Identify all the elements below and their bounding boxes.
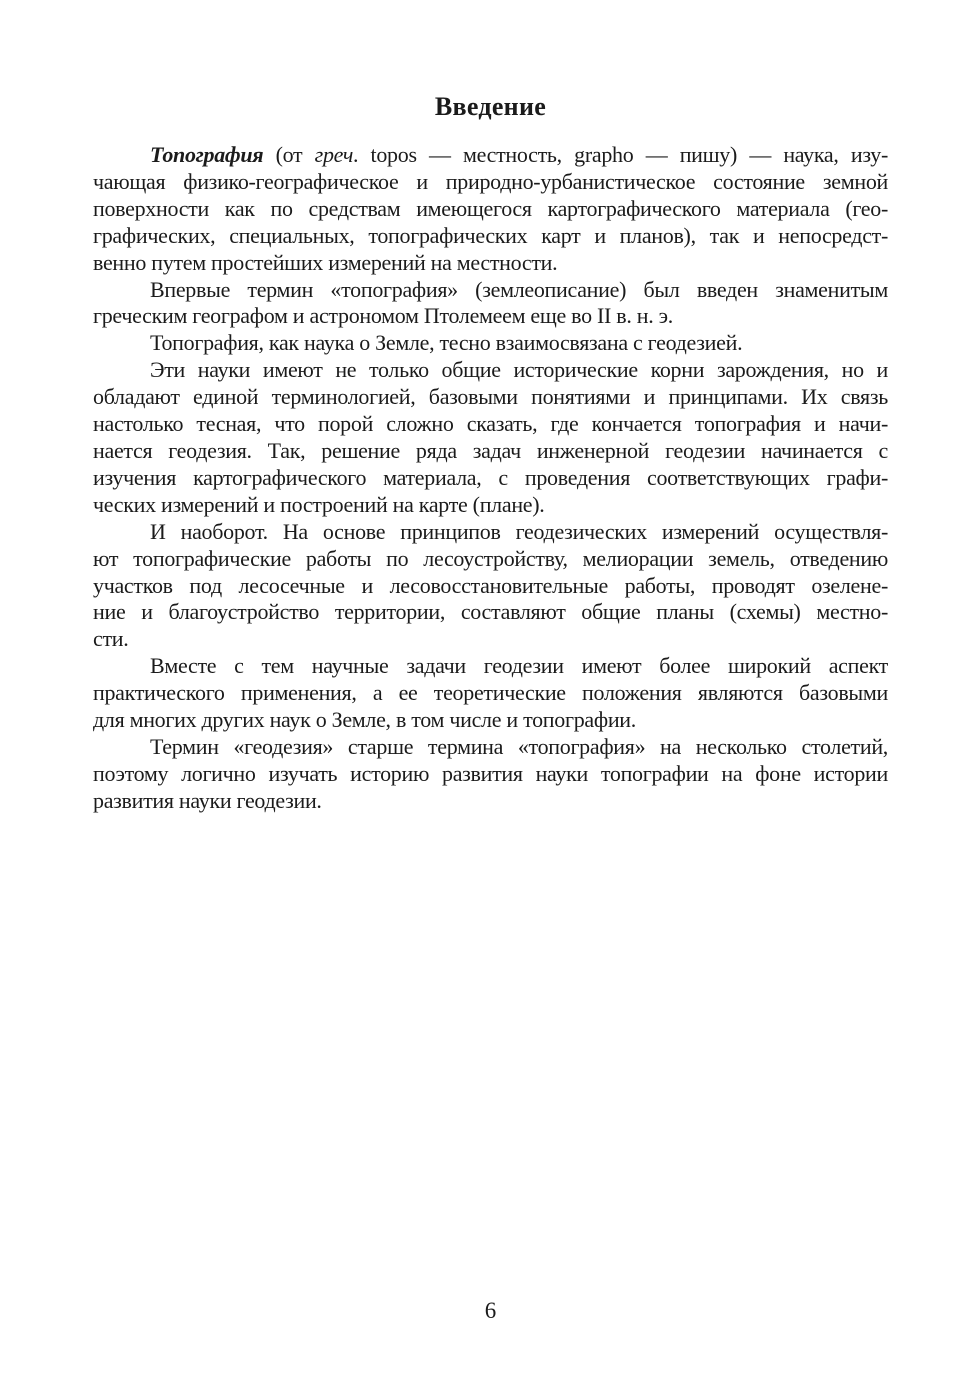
text-line: ческих измерений и построений на карте (плане).: [93, 491, 545, 517]
text-line: греческим географом и астрономом Птолемеем еще во II в. н. э.: [93, 303, 673, 329]
text-line: чающая физико-географическое и природно-урбанистическое состояние земной: [93, 168, 888, 194]
text-segment: греч: [314, 142, 354, 167]
text-segment: (от: [263, 142, 315, 167]
text-line: изучения картографического материала, с проведения соответствующих графи-: [93, 464, 888, 490]
text-line: обладают единой терминологией, базовыми понятиями и принципами. Их связь: [93, 384, 888, 410]
text-line: участков под лесосечные и лесовосстановительные работы, проводят озелене-: [93, 572, 888, 598]
text-line: практического применения, а ее теоретические положения являются базовыми: [93, 680, 888, 706]
text-line: сти.: [93, 626, 129, 652]
text-line: графических, специальных, топографических карт и планов), так и непосредст-: [93, 222, 888, 248]
text-line: развития науки геодезии.: [93, 787, 322, 813]
text-line: поверхности как по средствам имеющегося картографического материала (гео-: [93, 195, 888, 221]
text-line: ют топографические работы по лесоустройству, мелиорации земель, отведению: [93, 545, 888, 571]
text-line: нается геодезия. Так, решение ряда задач инженерной геодезии начинается с: [93, 437, 888, 463]
text-line: Вместе с тем научные задачи геодезии имеют более широкий аспект: [150, 653, 888, 679]
paragraph: [93, 357, 888, 518]
text-segment: . topos — местность, grapho — пишу) — наука, изу-: [353, 142, 888, 167]
text-segment: Топография: [150, 142, 264, 167]
text-line: поэтому логично изучать историю развития науки топографии на фоне истории: [93, 760, 888, 786]
text-line: [93, 142, 888, 169]
paragraph: [93, 142, 888, 277]
text-line: Топография, как наука о Земле, тесно взаимосвязана с геодезией.: [150, 330, 743, 356]
text-line: Впервые термин «топография» (землеописание) был введен знаменитым: [150, 276, 888, 302]
paragraph: [93, 277, 888, 331]
paragraph: [93, 734, 888, 815]
text-line: И наоборот. На основе принципов геодезических измерений осуществля-: [150, 518, 888, 544]
page-title: Введение: [434, 92, 547, 121]
page-number: 6: [484, 1298, 497, 1323]
paragraph: [93, 653, 888, 734]
text-line: венно путем простейших измерений на местности.: [93, 249, 558, 275]
text-line: ние и благоустройство территории, составляют общие планы (схемы) местно-: [93, 599, 888, 625]
text-line: для многих других наук о Земле, в том числе и топографии.: [93, 707, 636, 733]
paragraph: [93, 330, 888, 357]
text-line: Термин «геодезия» старше термина «топография» на несколько столетий,: [150, 733, 888, 759]
document-body: [93, 142, 888, 815]
text-line: Эти науки имеют не только общие исторические корни зарождения, но и: [150, 357, 888, 383]
text-line: настолько тесная, что порой сложно сказать, где кончается топография и начи-: [93, 411, 888, 437]
paragraph: [93, 519, 888, 654]
